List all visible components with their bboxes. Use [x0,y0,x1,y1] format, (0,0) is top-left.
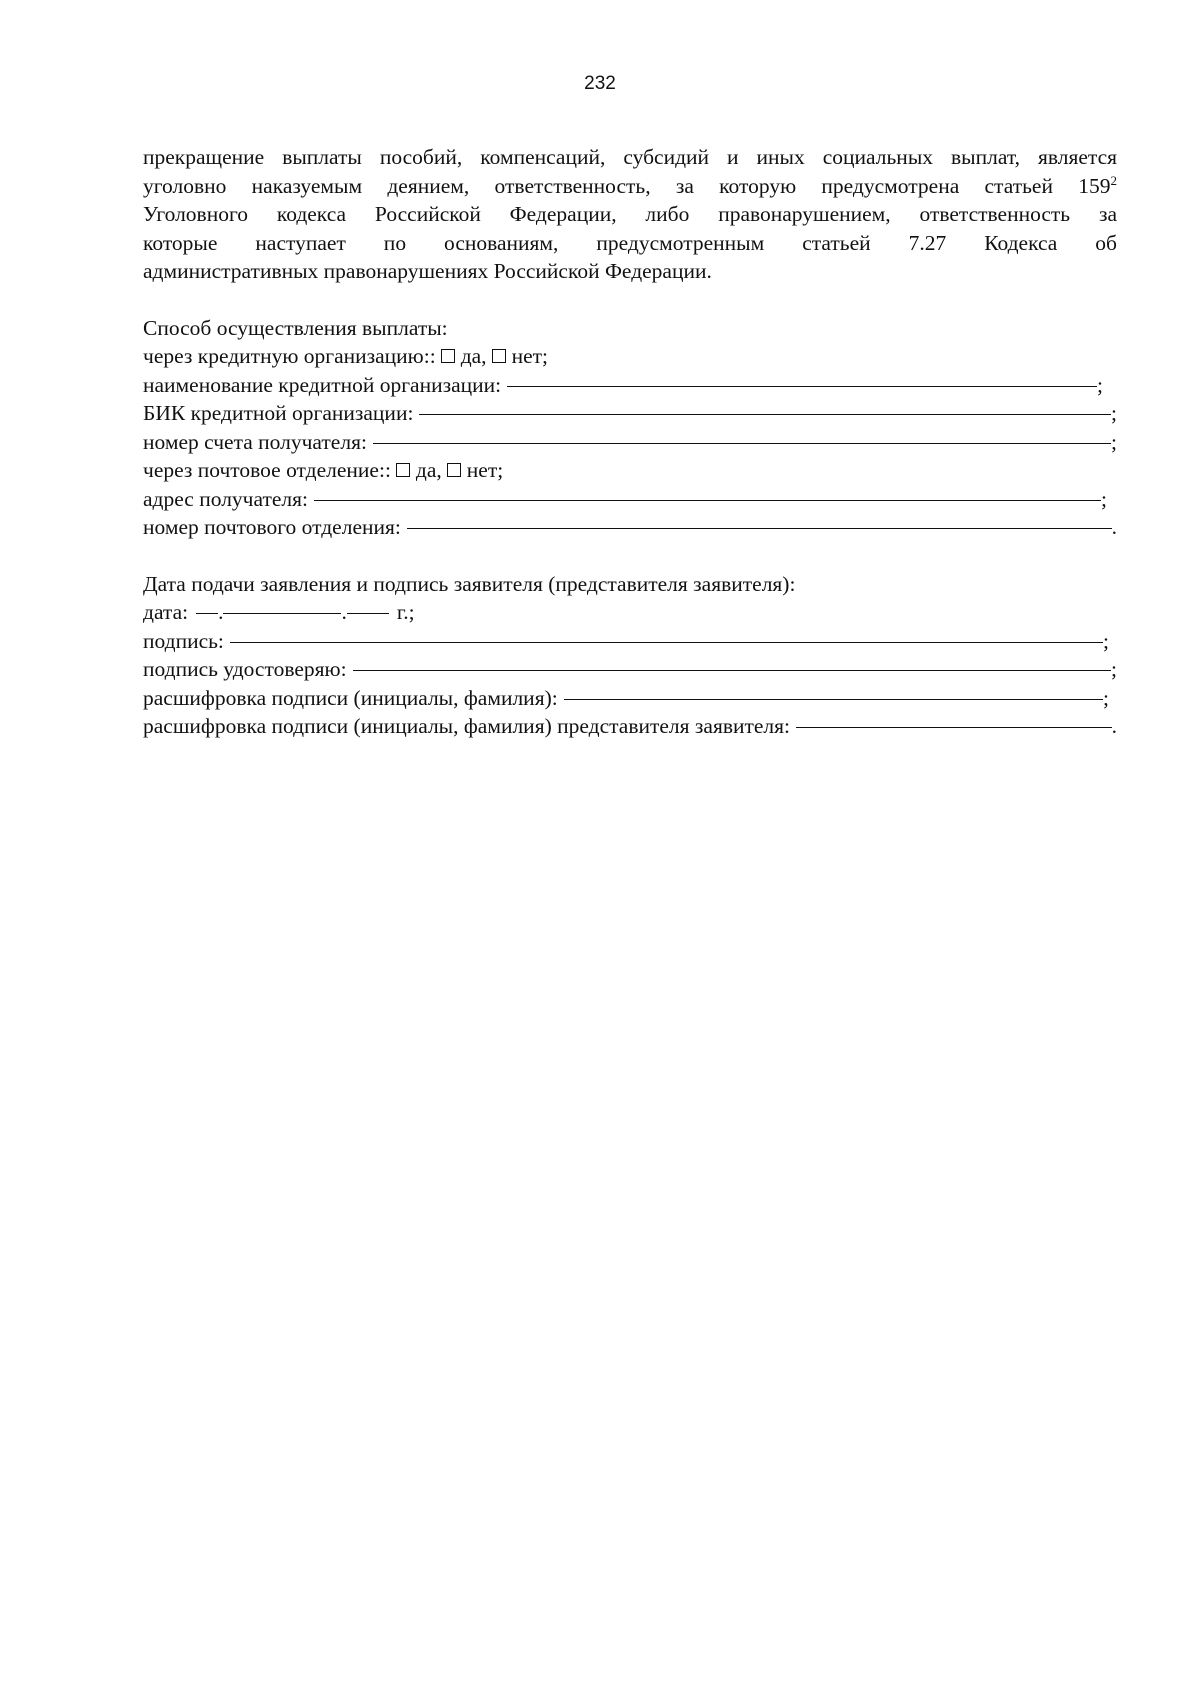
bank-name-semicolon: ; [1097,372,1103,397]
decode-semicolon: ; [1103,685,1109,710]
post-no-checkbox[interactable] [447,463,461,477]
date-dot-2: . [341,600,347,624]
bank-name-label: наименование кредитной организации: [143,372,502,397]
bik-field[interactable] [419,414,1111,415]
date-row [143,598,1117,627]
signature-heading [143,570,1117,599]
bank-yes-label: да, [460,344,487,368]
bank-choice-label: через кредитную организацию:: [143,344,436,368]
sign-semicolon: ; [1103,628,1109,653]
decode-row [143,684,1117,713]
sign-field[interactable] [230,642,1103,643]
bank-choice-row [143,342,1117,371]
certify-row [143,655,1117,684]
address-field[interactable] [314,500,1101,501]
intro-line-2-text: уголовно наказуемым деянием, ответственность, за которую предусмотрена статьей 159 [143,173,1111,198]
signature-heading-text: Дата подачи заявления и подпись заявителя (представителя заявителя): [143,571,796,596]
date-month-field[interactable] [223,613,341,614]
post-no-label: нет; [466,458,504,482]
account-label: номер счета получателя: [143,429,367,454]
certify-label: подпись удостоверяю: [143,657,347,681]
post-choice-label: через почтовое отделение:: [143,458,391,482]
page-number: 232 [584,73,616,94]
intro-line-5: административных правонарушениях Российской Федерации. [143,259,712,283]
decode-rep-field[interactable] [796,727,1112,728]
address-semicolon: ; [1101,486,1107,511]
intro-line-2 [143,172,1117,201]
certify-field[interactable] [353,670,1111,671]
decode-rep-period: . [1111,714,1117,738]
post-office-row [143,513,1117,542]
decode-rep-label: расшифровка подписи (инициалы, фамилия) представителя заявителя: [143,714,791,738]
intro-line-3: Уголовного кодекса Российской Федерации, либо правонарушением, ответственность за [143,202,1117,226]
payment-heading-text: Способ осуществления выплаты: [143,315,448,340]
address-row [143,485,1117,514]
post-office-field[interactable] [407,528,1112,529]
decode-rep-row [143,712,1117,741]
post-yes-checkbox[interactable] [396,463,410,477]
account-field[interactable] [373,443,1111,444]
sign-label: подпись: [143,628,224,653]
bik-row [143,399,1117,428]
date-label: дата: [143,600,189,624]
decode-field[interactable] [564,699,1103,700]
certify-semicolon: ; [1111,657,1117,681]
form-content [143,143,1117,741]
bank-yes-checkbox[interactable] [441,349,455,363]
post-yes-label: да, [415,458,442,482]
post-office-period: . [1111,515,1117,539]
bank-no-checkbox[interactable] [492,349,506,363]
date-year-field[interactable] [347,613,389,614]
account-row [143,428,1117,457]
post-choice-row [143,456,1117,485]
bik-semicolon: ; [1111,401,1117,425]
date-year-suffix: г.; [396,600,415,624]
account-semicolon: ; [1111,429,1117,454]
date-day-field[interactable] [196,613,218,614]
intro-line-1: прекращение выплаты пособий, компенсаций, субсидий и иных социальных выплат, является [143,145,1117,169]
intro-paragraph [143,143,1117,286]
payment-heading [143,314,1117,343]
article-superscript: 2 [1110,172,1117,188]
decode-label: расшифровка подписи (инициалы, фамилия): [143,685,558,710]
bank-no-label: нет; [511,344,548,368]
bank-name-row [143,371,1117,400]
intro-line-4: которые наступает по основаниям, предусмотренным статьей 7.27 Кодекса об [143,230,1117,255]
bank-name-field[interactable] [507,386,1097,387]
bik-label: БИК кредитной организации: [143,401,414,425]
post-office-label: номер почтового отделения: [143,515,401,539]
address-label: адрес получателя: [143,486,309,511]
date-dot-1: . [218,600,224,624]
sign-row [143,627,1117,656]
